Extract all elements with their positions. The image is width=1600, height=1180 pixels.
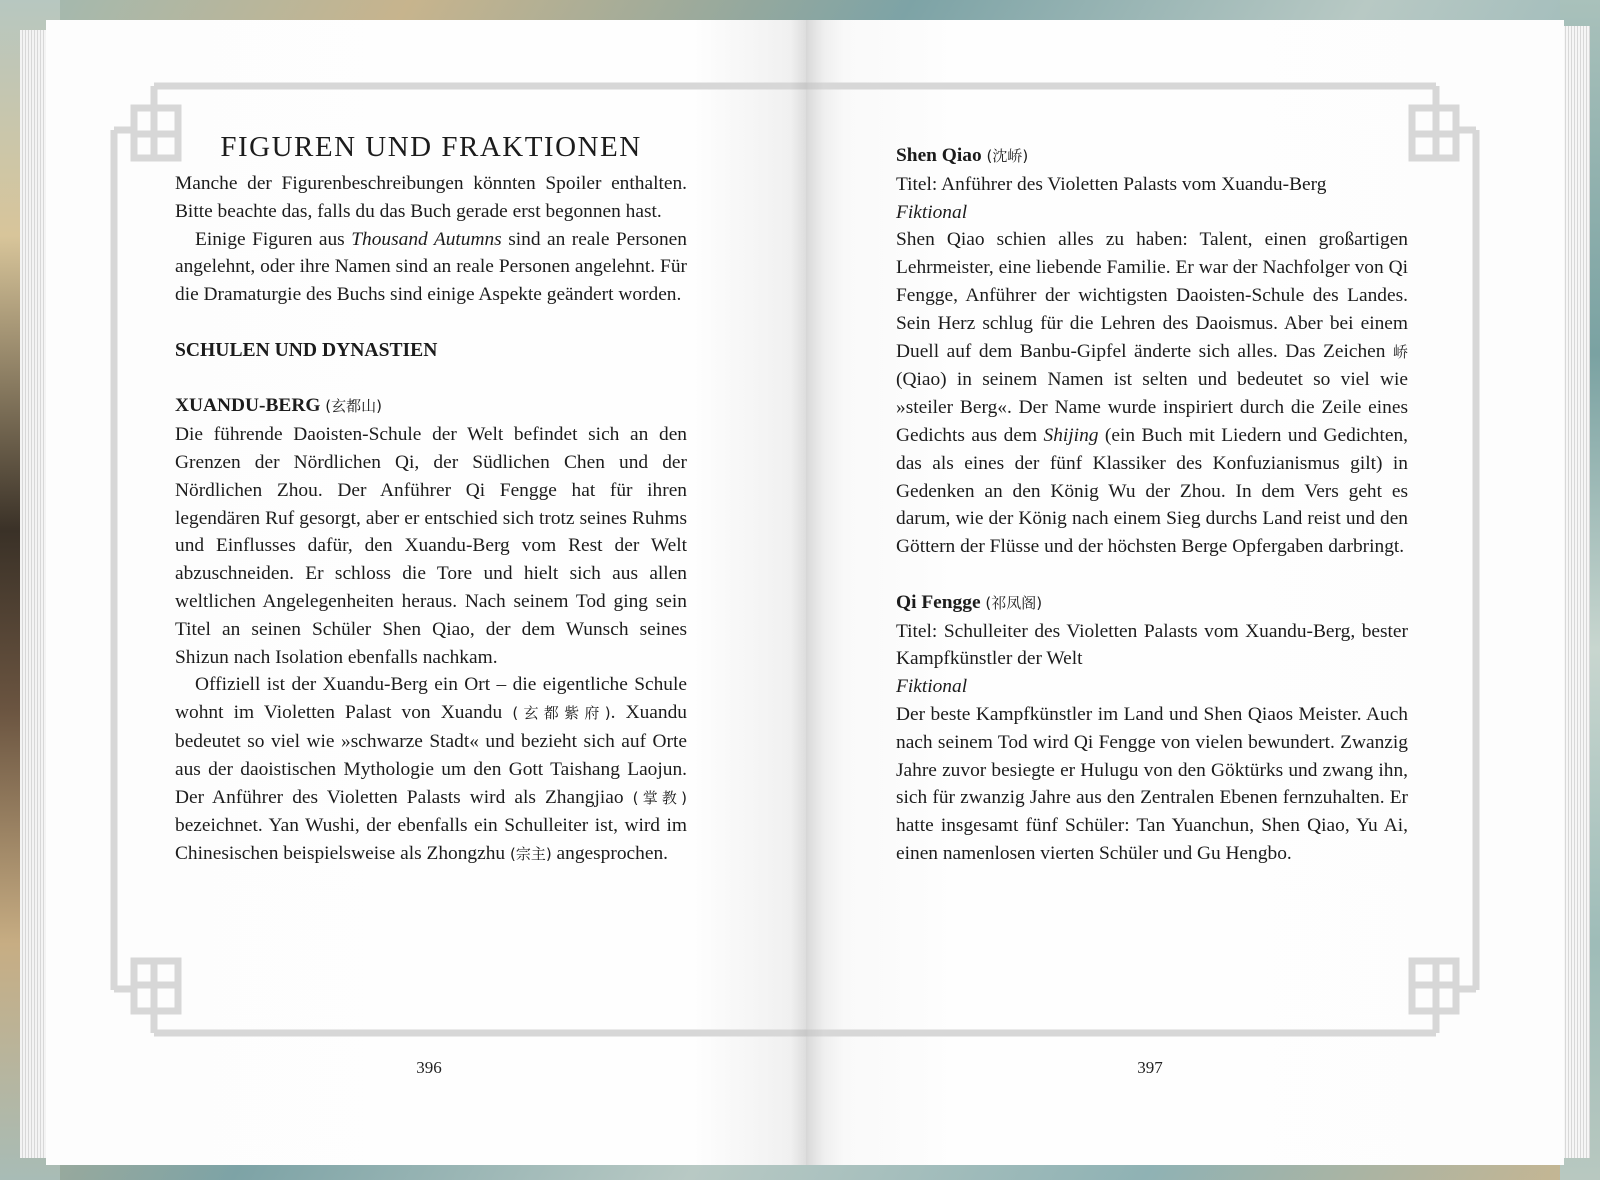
shen-qiao-tag: Fiktional (896, 201, 968, 223)
page-title: FIGUREN UND FRAKTIONEN (220, 131, 642, 163)
xuandu-paragraph-1: Die führende Daoisten-Schule der Welt befindet sich an den Grenzen der Nördlichen Qi, der Südlichen Chen und der Nördlichen Zhou. Der Anführer Qi Fengge hat für ihren legendären Ruf gesorgt, aber er entschied sich trotz seines Ruhms und Einflusses dafür, den Xuandu-Berg vom Rest der Welt abzuschneiden. Er schloss die Tore und hielt sich aus allen weltlichen Angelegenheiten heraus. Nach seinem Tod ging sein Titel an seinen Schüler Shen Qiao, der dem Wunsch seines Shizun nach Isolation ebenfalls nachkam. (175, 424, 687, 668)
page-edges-left (20, 30, 48, 1158)
page-edges-right (1562, 26, 1590, 1158)
page-number-right: 397 (1137, 1058, 1163, 1077)
left-page-text (175, 130, 687, 869)
entry-heading-xuandu: XUANDU-BERG (玄都山) (175, 395, 383, 417)
left-page (46, 20, 806, 1165)
page-number-left: 396 (416, 1058, 442, 1077)
qi-fengge-title: Titel: Schulleiter des Violetten Palasts vom Xuandu-Berg, bester Kampfkünstler der Welt (896, 620, 1408, 670)
section-heading: SCHULEN UND DYNASTIEN (175, 339, 438, 361)
book-gutter (790, 20, 824, 1165)
qi-fengge-description: Der beste Kampfkünstler im Land und Shen Qiaos Meister. Auch nach seinem Tod wird Qi Fengge von vielen bewundert. Zwanzig Jahre zuvor besiegte er Hulugu von den Göktürks und zwang ihn, sich für zwanzig Jahre aus den Zentralen Ebenen fernzuhalten. Er hatte insgesamt fünf Schüler: Tan Yuanchun, Shen Qiao, Yu Ai, einen namenlosen vierten Schüler und Gu Hengbo. (896, 703, 1408, 864)
intro-paragraph-2: Einige Figuren aus Thousand Autumns sind an reale Personen angelehnt, oder ihre Namen sind an reale Personen angelehnt. Für die Dramaturgie des Buchs sind einige Aspekte geändert worden. (175, 228, 687, 306)
book-title-italic: Thousand Autumns (351, 228, 502, 250)
entry-heading-qi-fengge: Qi Fengge (祁凤阁) (896, 591, 1043, 613)
shen-qiao-description: Shen Qiao schien alles zu haben: Talent, einen großartigen Lehrmeister, eine liebende Familie. Er war der Nachfolger von Qi Fengge, Anführer der wichtigsten Daoisten-Schule des Landes. Sein Herz schlug für die Lehren des Daoismus. Aber bei einem Duell auf dem Banbu-Gipfel änderte sich alles. Das Zeichen 峤 (Qiao) in seinem Namen ist selten und bedeutet so viel wie »steiler Berg«. Der Name wurde inspiriert durch die Zeile eines Gedichts aus dem Shijing (ein Buch mit Liedern und Gedichten, das als eines der fünf Klassiker des Konfuzianismus gilt) in Gedenken an den König Wu der Zhou. In dem Vers geht es darum, wie der König nach einem Sieg durchs Land reist und den Göttern der Flüsse und der höchsten Berge Opfergaben darbringt. (896, 229, 1409, 558)
entry-heading-shen-qiao: Shen Qiao (沈峤) (896, 145, 1029, 166)
intro-paragraph-1: Manche der Figurenbeschreibungen könnten Spoiler enthalten. Bitte beachte das, falls du das Buch gerade erst begonnen hast. (175, 173, 687, 222)
right-page (806, 20, 1564, 1165)
shen-qiao-title: Titel: Anführer des Violetten Palasts vom Xuandu-Berg (896, 173, 1327, 195)
qi-fengge-tag: Fiktional (896, 676, 968, 698)
xuandu-paragraph-2: Offiziell ist der Xuandu-Berg ein Ort – die eigentliche Schule wohnt im Violetten Palast von Xuandu (玄都紫府). Xuandu bedeutet so viel wie »schwarze Stadt« und bezieht sich auf Orte aus der daoistischen Mythologie um den Gott Taishang Laojun. Der Anführer des Violetten Palasts wird als Zhangjiao (掌教) bezeichnet. Yan Wushi, der ebenfalls ein Schulleiter ist, wird im Chinesischen beispielsweise als Zhongzhu (宗主) angesprochen. (175, 674, 687, 865)
right-page-text (896, 142, 1408, 868)
open-book (46, 20, 1564, 1165)
